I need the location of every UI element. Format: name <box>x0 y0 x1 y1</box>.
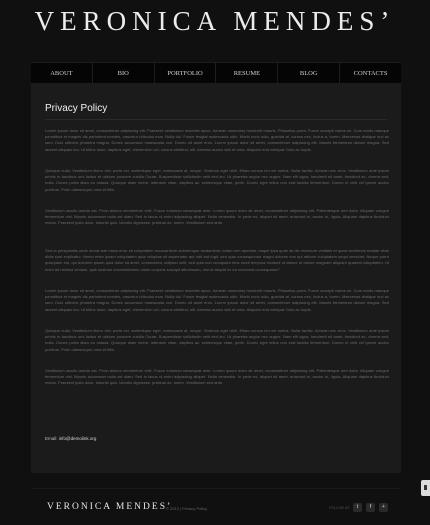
twitter-icon[interactable]: t <box>353 503 362 512</box>
facebook-icon[interactable]: f <box>366 503 375 512</box>
policy-paragraph: Vestibulum iaculis lacinia est. Proin dictum elementum velit. Fusce euismod consequat ante. Lorem ipsum dolor sit amet, consectetuer adipiscing elit. Pellentesque sed dolor. Aliquam congue fermentum nisl. Mauris accumsan nulla vel diam. Sed in lacus ut enim adipiscing aliquet. Nulla venenatis. In pede mi, aliquet sit amet, euismod in, auctor ut, ligula. Aliquam dapibus tincidunt metus. Praesent justo dolor, lobortis quis, lobortis dignissim, pulvinar ac, lorem. Vestibulum sed ante. <box>45 368 389 386</box>
footer-logo[interactable]: VERONICA MENDES’ <box>47 502 173 512</box>
email-label: Email: <box>45 436 58 441</box>
footer-divider <box>31 488 401 489</box>
main-nav <box>31 62 401 84</box>
policy-paragraph: Quisque nulla. Vestibulum libero nisl, porta vel, scelerisque eget, malesuada at, neque. Vivamus eget nibh. Etiam cursus leo vel metus. Nulla facilisi. Aenean nec eros. Vestibulum ante ipsum primis in faucibus orci luctus et ultrices posuere cubilia Curae; Suspendisse sollicitudin velit sed leo. Ut pharetra augue nec augue. Nam elit agna, hendrerit sit amet, tincidunt ac, viverra sed, nulla. Donec porta diam eu massa. Quisque diam lorem, interdum vitae, dapibus ac, scelerisque vitae, pede. Donec eget tellus non erat lacinia fermentum. Donec in velit vel ipsum auctor pulvinar. Proin ullamcorper urna et felis. <box>45 168 389 192</box>
nav-item-blog[interactable]: BLOG <box>278 63 340 84</box>
policy-paragraph: Vestibulum iaculis lacinia est. Proin dictum elementum velit. Fusce euismod consequat ante. Lorem ipsum dolor sit amet, consectetuer adipiscing elit. Pellentesque sed dolor. Aliquam congue fermentum nisl. Mauris accumsan nulla vel diam. Sed in lacus ut enim adipiscing aliquet. Nulla venenatis. In pede mi, aliquet sit amet, euismod in, auctor ut, ligula. Aliquam dapibus tincidunt metus. Praesent justo dolor, lobortis quis, lobortis dignissim, pulvinar ac, lorem. Vestibulum sed ante. <box>45 208 389 226</box>
site-logo[interactable]: VERONICA MENDES’ <box>34 6 396 36</box>
share-icon[interactable]: + <box>379 503 388 512</box>
content-panel <box>31 83 401 473</box>
policy-body <box>45 128 389 408</box>
policy-paragraph: Lorem ipsum dolor sit amet, consectetuer adipiscing elit. Praesent vestibulum molestie lacus. Aenean nonummy hendrerit mauris. Phasellus porta. Fusce suscipit varius mi. Cum sociis natoque penatibus et magnis dis parturient montes, nascetur ridiculus mus. Nulla dui. Fusce feugiat malesuada odio. Morbi nunc odio, gravida at, cursus nec, luctus a, lorem. Maecenas tristique orci ac sem. Duis ultricies pharetra magna. Donec accumsan malesuada orci. Donec sit amet eros. Lorem ipsum dolor sit amet, consectetuer adipiscing elit. Mauris fermentum dictum magna. Sed laoreet aliquam leo. Ut tellus dolor, dapibus eget, elementum vel, cursus eleifend, elit. Aenean auctor wisi et urna. Aliquam erat volutpat. Duis ac turpis. <box>45 128 389 152</box>
follow-us-label: FOLLOW US <box>329 506 350 510</box>
nav-item-portfolio[interactable]: PORTFOLIO <box>155 63 217 84</box>
footer-copyright[interactable]: © 2012 | Privacy Policy <box>166 506 208 511</box>
title-divider <box>45 119 387 120</box>
policy-paragraph: Quisque nulla. Vestibulum libero nisl, porta vel, scelerisque eget, malesuada at, neque. Vivamus eget nibh. Etiam cursus leo vel metus. Nulla facilisi. Aenean nec eros. Vestibulum ante ipsum primis in faucibus orci luctus et ultrices posuere cubilia Curae; Suspendisse sollicitudin velit sed leo. Ut pharetra augue nec augue. Nam elit agna, hendrerit sit amet, tincidunt ac, viverra sed, nulla. Donec porta diam eu massa. Quisque diam lorem, interdum vitae, dapibus ac, scelerisque vitae, pede. Donec eget tellus non erat lacinia fermentum. Donec in velit vel ipsum auctor pulvinar. Proin ullamcorper urna et felis. <box>45 328 389 352</box>
nav-item-bio[interactable]: BIO <box>93 63 155 84</box>
nav-item-resume[interactable]: RESUME <box>216 63 278 84</box>
nav-item-contacts[interactable]: CONTACTS <box>353 70 388 77</box>
scroll-to-top-button[interactable] <box>421 480 430 496</box>
policy-paragraph: Sed ut perspiciatis unde omnis iste natus error sit voluptatem accusantium doloremque laudantium, totam rem aperiam, eaque ipsa quae ab illo inventore veritatis et quasi architecto beatae vitae dicta sunt explicabo. Nemo enim ipsam voluptatem quia voluptas sit aspernatur aut odit aut fugit, sed quia consequuntur magni dolores eos qui ratione voluptatem sequi nesciunt. Neque porro quisquam est, qui dolorem ipsum quia dolor sit amet, consectetur, adipisci velit, sed quia non numquam eius modi tempora incidunt ut labore et dolore magnam aliquam quaerat voluptatem. Ut enim ad minima veniam, quis nostrum exercitationem ullam corporis suscipit laboriosam, nisi ut aliquid ex ea commodi consequatur? <box>45 248 389 272</box>
page-title: Privacy Policy <box>45 103 108 114</box>
email-link[interactable]: info@demolink.org <box>58 436 97 441</box>
policy-paragraph: Lorem ipsum dolor sit amet, consectetuer adipiscing elit. Praesent vestibulum molestie lacus. Aenean nonummy hendrerit mauris. Phasellus porta. Fusce suscipit varius mi. Cum sociis natoque penatibus et magnis dis parturient montes, nascetur ridiculus mus. Nulla dui. Fusce feugiat malesuada odio. Morbi nunc odio, gravida at, cursus nec, luctus a, lorem. Maecenas tristique orci ac sem. Duis ultricies pharetra magna. Donec accumsan malesuada orci. Donec sit amet eros. Lorem ipsum dolor sit amet, consectetuer adipiscing elit. Mauris fermentum dictum magna. Sed laoreet aliquam leo. Ut tellus dolor, dapibus eget, elementum vel, cursus eleifend, elit. Aenean auctor wisi et urna. Aliquam erat volutpat. Duis ac turpis. <box>45 288 389 312</box>
nav-item-about[interactable]: ABOUT <box>31 63 93 84</box>
email-line <box>45 436 96 441</box>
